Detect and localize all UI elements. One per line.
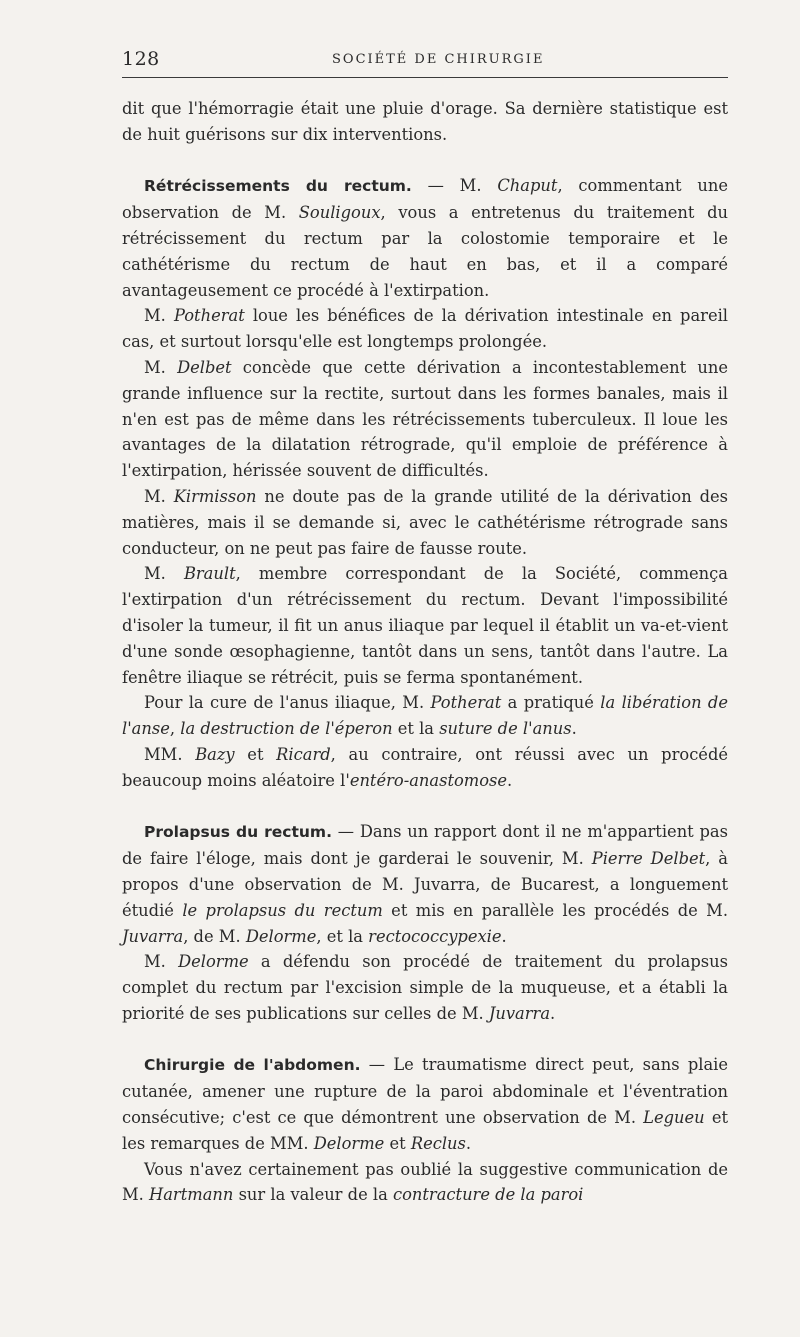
running-title: SOCIÉTÉ DE CHIRURGIE xyxy=(332,52,545,67)
italic-text: Chaput xyxy=(497,176,558,196)
paragraph xyxy=(122,1157,728,1209)
paragraph xyxy=(122,303,728,355)
paragraph-text: et xyxy=(234,744,277,764)
paragraph-text: . xyxy=(571,719,577,739)
paragraph-text: , vous a entretenus du traitement du rétrécissement du rectum par la colostomie temporaire et le cathétérisme du rectum de haut en bas, et il a comparé avantageusement ce procédé à l'extirpation. xyxy=(122,203,728,300)
paragraph-text: M. xyxy=(144,357,178,377)
paragraph xyxy=(122,742,728,794)
paragraph xyxy=(122,173,728,303)
italic-text: Juvarra xyxy=(488,1003,551,1023)
italic-text: Ricard xyxy=(276,744,331,764)
italic-text: contracture de la paroi xyxy=(392,1185,584,1205)
italic-text: Brault xyxy=(183,564,236,584)
paragraph-text: et les remarques de MM. xyxy=(122,1108,728,1153)
italic-text: Delorme xyxy=(245,926,317,946)
italic-text: Juvarra xyxy=(122,926,184,946)
paragraph-text: MM. xyxy=(144,744,196,764)
paragraph xyxy=(122,96,728,148)
paragraph xyxy=(122,484,728,561)
paragraph-text: , à propos d'une observation de M. Juvarra, de Bucarest, a longuement étudié xyxy=(122,849,728,920)
paragraph-text: concède que cette dérivation a incontestablement une grande influence sur la rectite, surtout dans les formes banales, mais il n'en est pas de même dans les rétrécissements tuberculeux. Il loue les avantages de la dilatation rétrograde, qu'il emploie de préférence à l'extirpation, hérissée souvent de difficultés. xyxy=(122,357,728,481)
italic-text: la destruction de l'éperon xyxy=(180,719,393,739)
italic-text: Hartmann xyxy=(149,1185,234,1205)
italic-text: suture de l'anus xyxy=(439,719,572,739)
italic-text: Kirmisson xyxy=(173,486,257,506)
paragraph-text: , xyxy=(169,719,181,739)
paragraph-text: — Le traumatisme direct peut, sans plaie cutanée, amener une rupture de la paroi abdominale et l'éventration consécutive; c'est ce que démontrent une observation de M. xyxy=(122,1055,728,1128)
italic-text: Bazy xyxy=(195,744,235,764)
paragraph-text: et mis en parallèle les procédés de M. xyxy=(382,900,728,920)
paragraph-text: M. xyxy=(144,564,184,584)
paragraph-text: , au contraire, ont réussi avec un procédé beaucoup moins aléatoire l' xyxy=(122,744,729,790)
paragraph xyxy=(122,819,728,949)
paragraph-text: — Dans un rapport dont il ne m'appartient pas de faire l'éloge, mais dont je garderai le souvenir, M. xyxy=(122,822,728,869)
italic-text: Potherat xyxy=(173,306,245,326)
paragraph-text: sur la valeur de la xyxy=(233,1185,393,1205)
paragraph xyxy=(122,355,728,484)
italic-text: Souligoux xyxy=(298,203,381,223)
paragraph-text: . xyxy=(501,926,507,946)
italic-text: Legueu xyxy=(643,1108,705,1128)
section-heading: Chirurgie de l'abdomen. xyxy=(144,1056,361,1075)
italic-text: entéro-anastomose xyxy=(349,770,508,790)
paragraph-text: a défendu son procédé de traitement du prolapsus complet du rectum par l'excision simple de la muqueuse, et a établi la priorité de ses publications sur celles de M. xyxy=(122,952,728,1023)
italic-text: la libération de l'anse xyxy=(122,693,728,739)
paragraph-text: M. xyxy=(144,306,174,326)
italic-text: Pierre Delbet xyxy=(591,849,706,869)
paragraph-text: , et la xyxy=(316,926,369,946)
section-heading: Rétrécissements du rectum. xyxy=(144,177,412,196)
paragraph xyxy=(122,561,728,690)
italic-text: Delorme xyxy=(178,952,249,972)
paragraph-text: M. xyxy=(144,952,179,972)
paragraph-text: Pour la cure de l'anus iliaque, M. xyxy=(144,693,431,713)
paragraph xyxy=(122,690,728,742)
paragraph-text: , de M. xyxy=(183,926,246,946)
text-body xyxy=(122,96,728,1208)
paragraph-text: , commentant une observation de M. xyxy=(122,176,729,223)
paragraph-text: dit que l'hémorragie était une pluie d'orage. Sa dernière statistique est de huit guérisons sur dix interventions. xyxy=(122,99,728,144)
paragraph-text: — M. xyxy=(411,176,498,196)
paragraph-text: M. xyxy=(144,486,174,506)
italic-text: le prolapsus du rectum xyxy=(182,900,383,920)
paragraph-text: Vous n'avez certainement pas oublié la suggestive communication de M. xyxy=(122,1159,728,1205)
italic-text: Delbet xyxy=(177,357,232,377)
paragraph-text: loue les bénéfices de la dérivation intestinale en pareil cas, et surtout lorsqu'elle est longtemps prolongée. xyxy=(122,306,728,352)
paragraph-text: . xyxy=(465,1133,472,1153)
section-heading: Prolapsus du rectum. xyxy=(144,823,332,842)
paragraph-text: et la xyxy=(392,719,440,739)
paragraph xyxy=(122,949,728,1026)
italic-text: rectococcypexie xyxy=(368,926,502,946)
paragraph-text: et xyxy=(384,1133,411,1153)
italic-text: Reclus xyxy=(410,1133,466,1153)
paragraph-text: ne doute pas de la grande utilité de la dérivation des matières, mais il se demande si, avec le cathétérisme rétrograde sans conducteur, on ne peut pas faire de fausse route. xyxy=(122,486,728,558)
paragraph-text: a pratiqué xyxy=(501,693,601,713)
italic-text: Potherat xyxy=(430,693,502,713)
paragraph-text: . xyxy=(507,770,513,790)
page-header xyxy=(122,44,728,74)
italic-text: Delorme xyxy=(313,1133,385,1153)
paragraph xyxy=(122,1052,728,1156)
paragraph-text: , membre correspondant de la Société, commença l'extirpation d'un rétrécissement du rectum. Devant l'impossibilité d'isoler la tumeur, il fit un anus iliaque par lequel il établit un va-et-vient d'une sonde œsophagienne, tantôt dans un sens, tantôt dans l'autre. La fenêtre iliaque se rétrécit, puis se ferma spontanément. xyxy=(122,564,728,687)
page-number: 128 xyxy=(122,48,160,70)
header-rule xyxy=(122,77,728,78)
paragraph-text: . xyxy=(550,1003,556,1023)
